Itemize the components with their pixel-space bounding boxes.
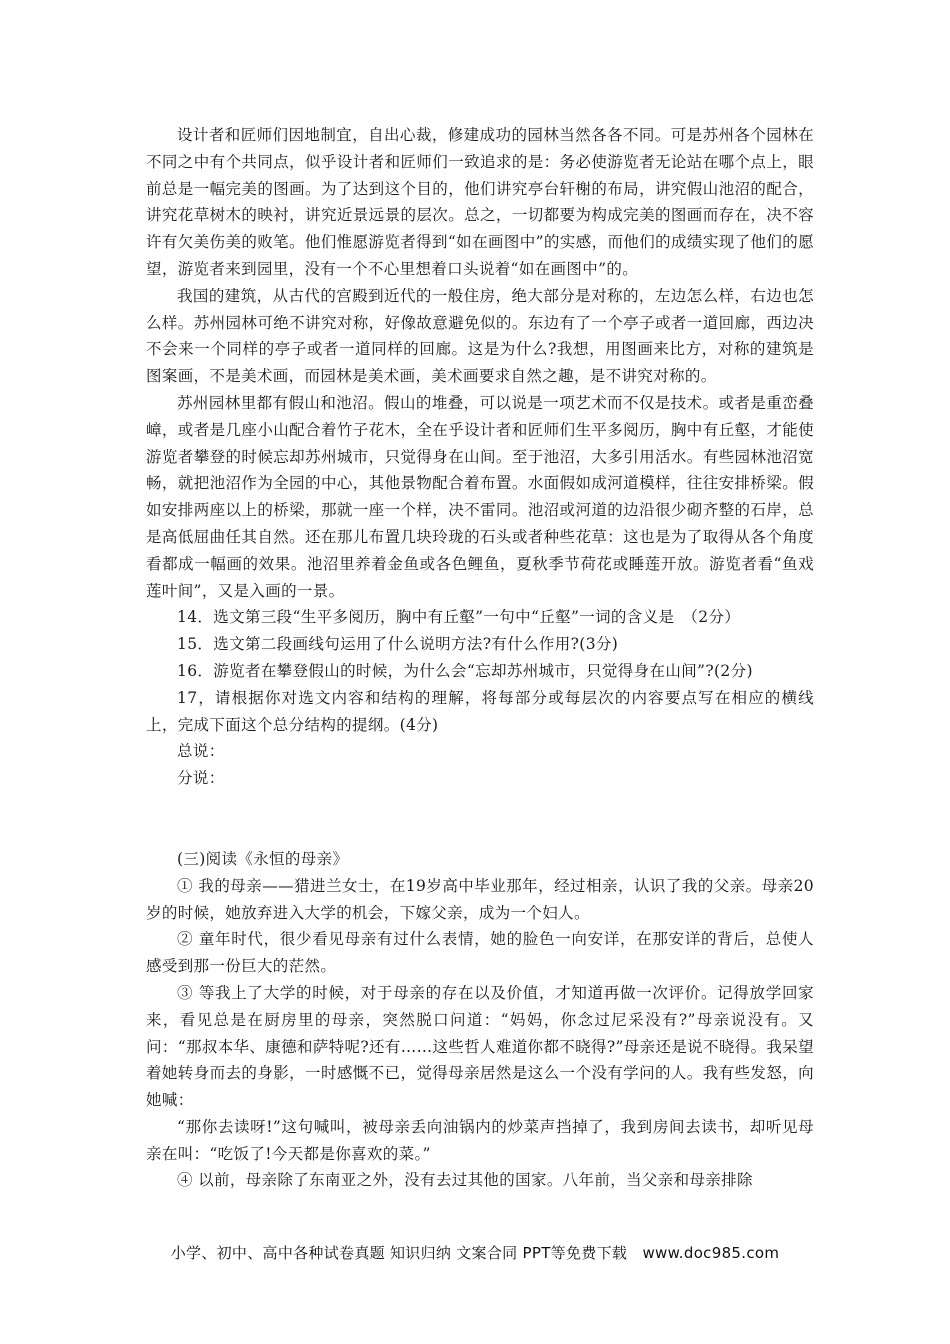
- question-17: 17，请根据你对选文内容和结构的理解，将每部分或每层次的内容要点写在相应的横线上，完成下面这个总分结构的提纲。(4分): [146, 688, 814, 734]
- story-paragraph: “那你去读呀!”这句喊叫，被母亲丢向油锅内的炒菜声挡掉了，我到房间去读书，却听见母亲在叫：“吃饭了!今天都是你喜欢的菜。”: [146, 1117, 814, 1163]
- passage-paragraph: 设计者和匠师们因地制宜，自出心裁，修建成功的园林当然各各不同。可是苏州各个园林在不同之中有个共同点，似乎设计者和匠师们一致追求的是：务必使游览者无论站在哪个点上，眼前总是一幅完美的图画。为了达到这个目的，他们讲究亭台轩榭的布局，讲究假山池沼的配合，讲究花草树木的映衬，讲究近景远景的层次。总之，一切都要为构成完美的图画而存在，决不容许有欠美伤美的败笔。他们惟愿游览者得到“如在画图中”的实感，而他们的成绩实现了他们的愿望，游览者来到园里，没有一个不心里想着口头说着“如在画图中”的。: [146, 126, 814, 278]
- story-paragraph: ② 童年时代，很少看见母亲有过什么表情，她的脸色一向安详，在那安详的背后，总使人感受到那一份巨大的茫然。: [146, 930, 814, 976]
- story-paragraph: ③ 等我上了大学的时候，对于母亲的存在以及价值，才知道再做一次评价。记得放学回家来，看见总是在厨房里的母亲，突然脱口问道：“妈妈，你念过尼采没有?”母亲说没有。又问：“那叔本华、康德和萨特呢?还有……这些哲人难道你都不晓得?”母亲还是说不晓得。我呆望着她转身而去的身影，一时感慨不已，觉得母亲居然是这么一个没有学问的人。我有些发怒，向她喊：: [146, 983, 814, 1110]
- outline-specific: 分说：: [177, 769, 225, 788]
- question-14: 14．选文第三段“生平多阅历，胸中有丘壑”一句中“丘壑”一词的含义是 （2分）: [177, 608, 741, 627]
- outline-general: 总说：: [177, 742, 225, 761]
- passage-paragraph: 苏州园林里都有假山和池沼。假山的堆叠，可以说是一项艺术而不仅是技术。或者是重峦叠嶂，或者是几座小山配合着竹子花木，全在乎设计者和匠师们生平多阅历，胸中有丘壑，才能使游览者攀登的时候忘却苏州城市，只觉得身在山间。至于池沼，大多引用活水。有些园林池沼宽畅，就把池沼作为全园的中心，其他景物配合着布置。水面假如成河道模样，往往安排桥梁。假如安排两座以上的桥梁，那就一座一个样，决不雷同。池沼或河道的边沿很少砌齐整的石岸，总是高低屈曲任其自然。还在那儿布置几块玲珑的石头或者种些花草：这也是为了取得从各个角度看都成一幅画的效果。池沼里养着金鱼或各色鲤鱼，夏秋季节荷花或睡莲开放。游览者看“鱼戏莲叶间”，又是入画的一景。: [146, 393, 814, 600]
- story-paragraph: ① 我的母亲——猎进兰女士，在19岁高中毕业那年，经过相亲，认识了我的父亲。母亲20岁的时候，她放弃进入大学的机会，下嫁父亲，成为一个妇人。: [146, 876, 814, 922]
- document-body: [146, 122, 814, 1194]
- story-paragraph: ④ 以前，母亲除了东南亚之外，没有去过其他的国家。八年前，当父亲和母亲排除: [177, 1171, 753, 1190]
- question-16: 16．游览者在攀登假山的时候，为什么会“忘却苏州城市，只觉得身在山间”?(2分): [177, 661, 753, 680]
- spacer: [146, 792, 814, 846]
- page-footer: 小学、初中、高中各种试卷真题 知识归纳 文案合同 PPT等免费下载 www.doc985.com: [170, 1244, 780, 1262]
- section-heading: (三)阅读《永恒的母亲》: [177, 849, 349, 868]
- question-15: 15．选文第二段画线句运用了什么说明方法?有什么作用?(3分): [177, 635, 619, 654]
- passage-paragraph: 我国的建筑，从古代的宫殿到近代的一般住房，绝大部分是对称的，左边怎么样，右边也怎么样。苏州园林可绝不讲究对称，好像故意避免似的。东边有了一个亭子或者一道回廊，西边决不会来一个同样的亭子或者一道同样的回廊。这是为什么?我想，用图画来比方，对称的建筑是图案画，不是美术画，而园林是美术画，美术画要求自然之趣，是不讲究对称的。: [146, 286, 814, 386]
